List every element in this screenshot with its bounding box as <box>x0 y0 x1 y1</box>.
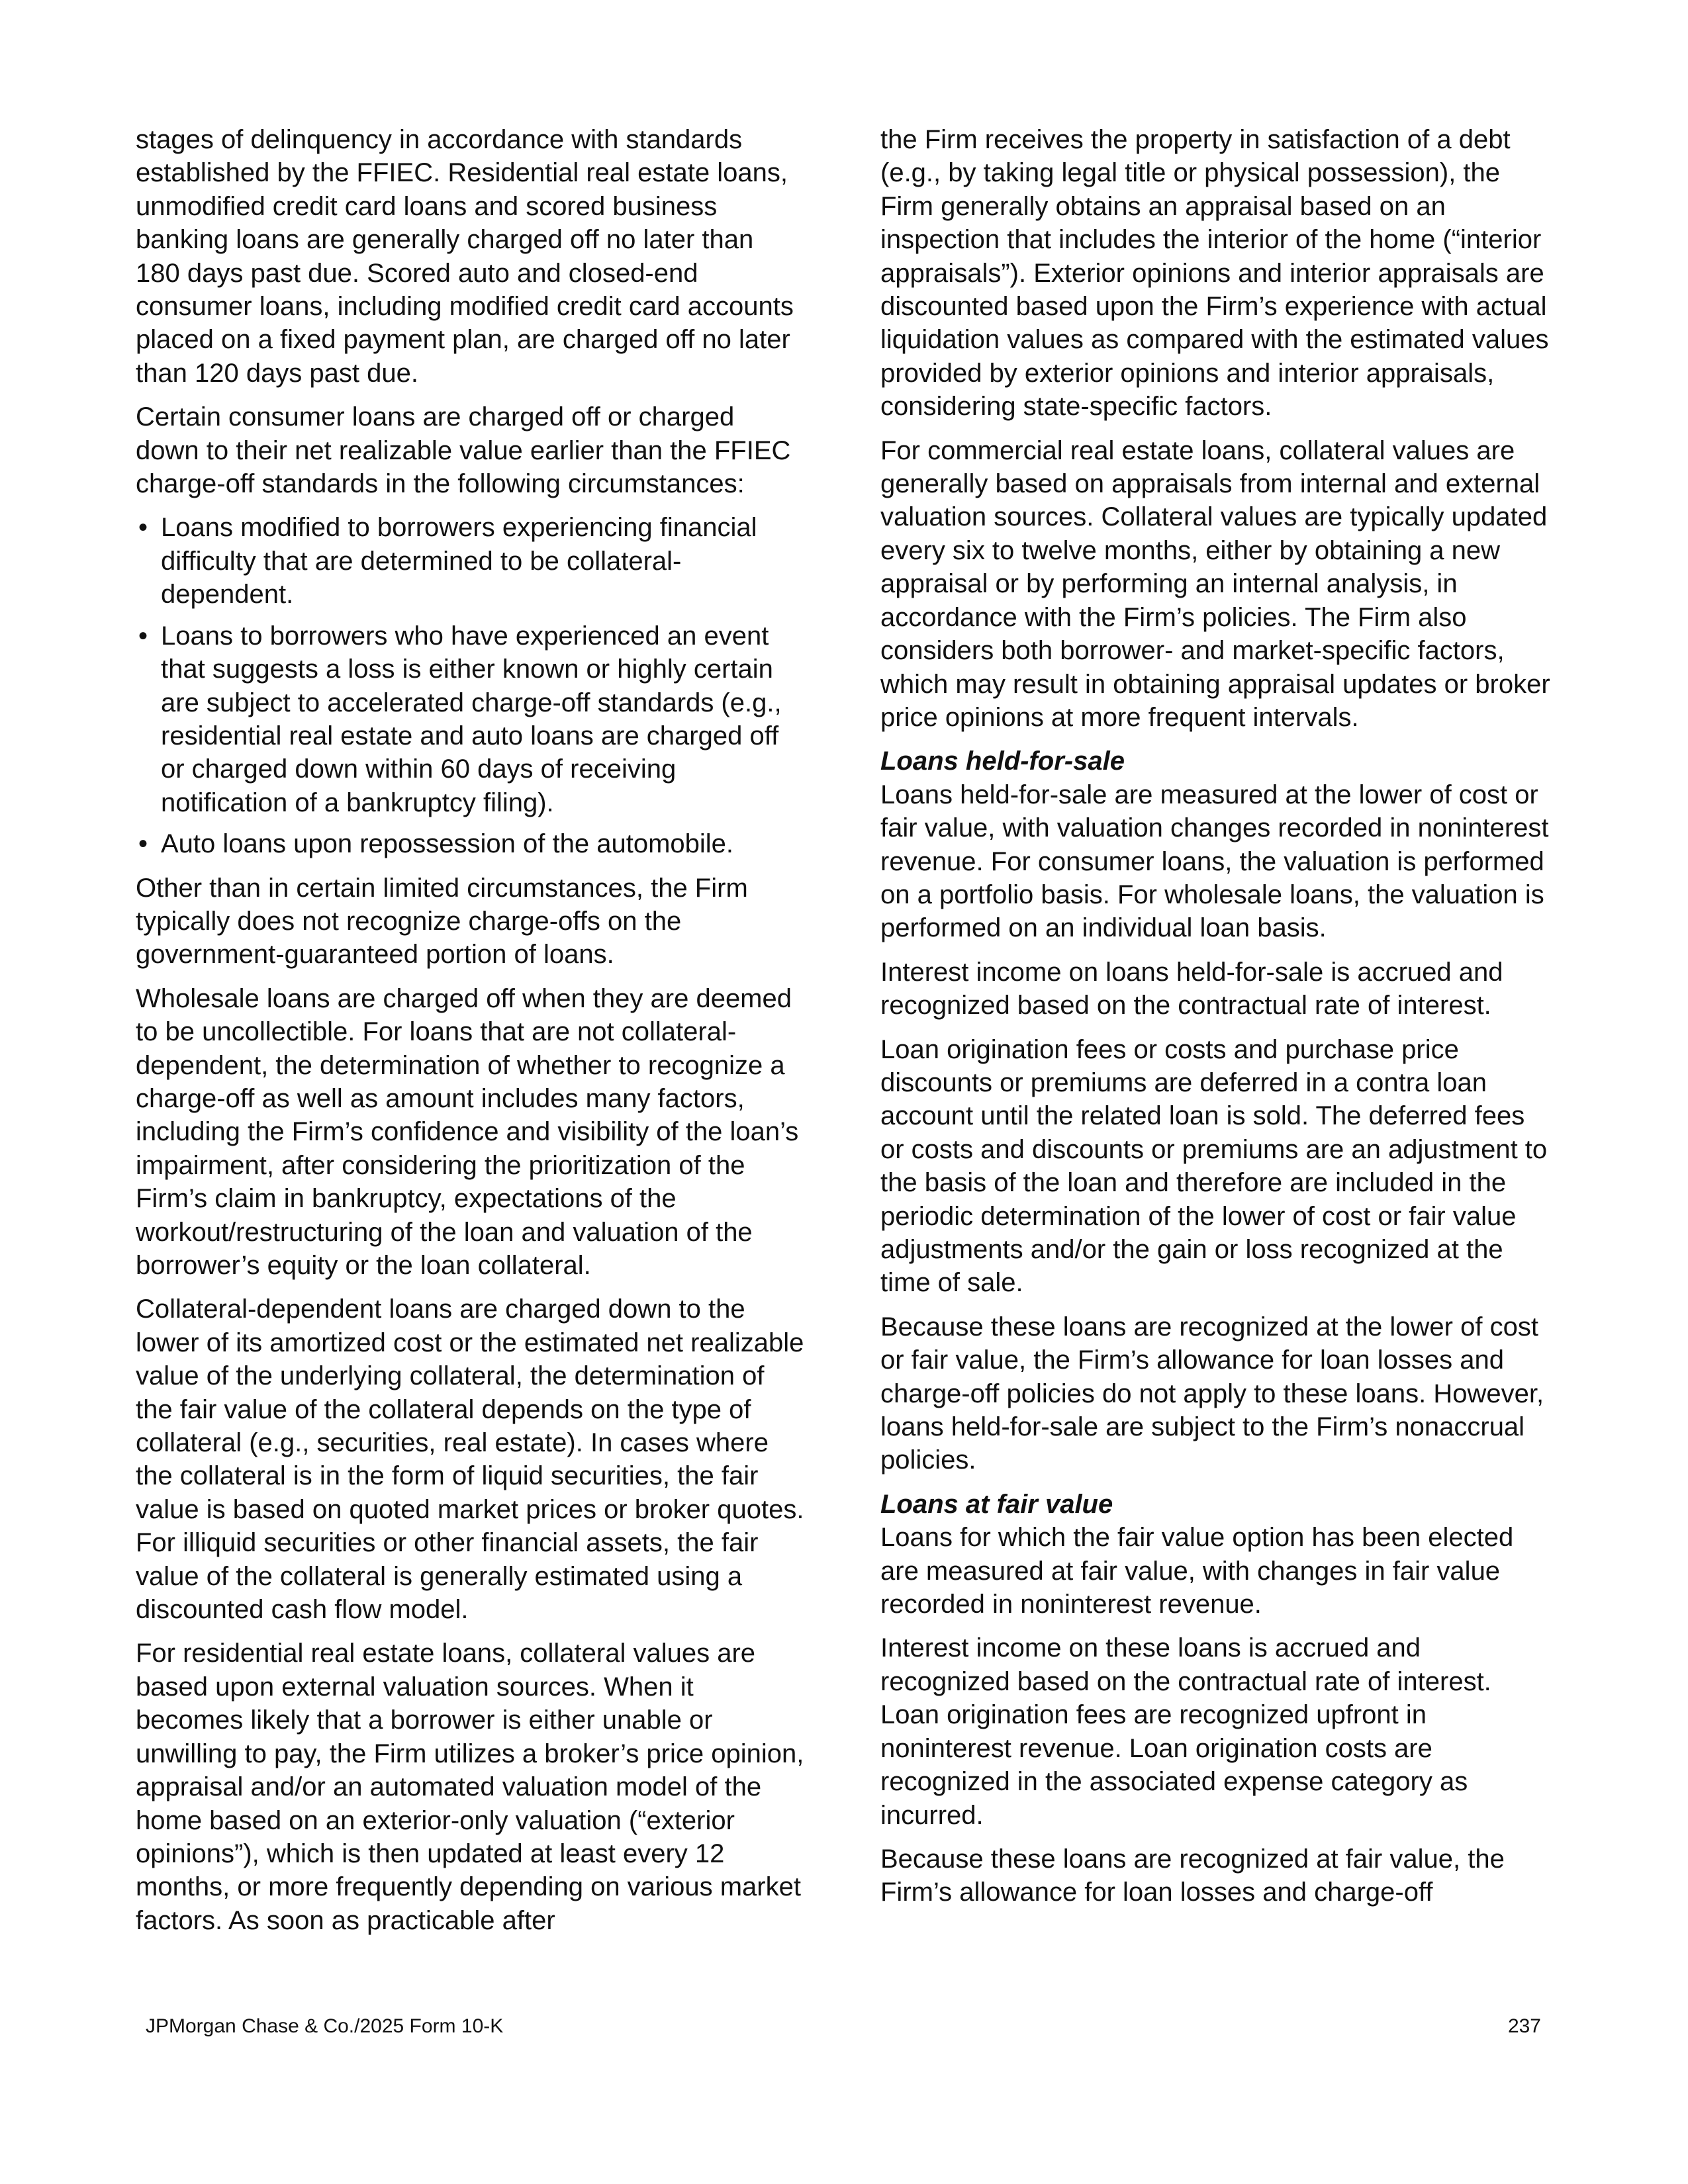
paragraph: stages of delinquency in accordance with standards established by the FFIEC. Residential real estate loans, unmodified credit card loans and scored business banking loans are generally charged off no later than 180 days past due. Scored auto and closed-end consumer loans, including modified credit card accounts placed on a fixed payment plan, are charged off no later than 120 days past due. <box>136 125 794 388</box>
list-item <box>136 827 804 860</box>
footer-source: JPMorgan Chase & Co./2025 Form 10-K <box>146 2015 504 2037</box>
bullet-list <box>136 511 804 860</box>
paragraph: Other than in certain limited circumstances, the Firm typically does not recognize charge-offs on the government-guaranteed portion of loans. <box>136 873 748 970</box>
list-item-text: Loans modified to borrowers experiencing financial difficulty that are determined to be collateral-dependent. <box>161 513 757 610</box>
paragraph: Collateral-dependent loans are charged down to the lower of its amortized cost or the estimated net realizable value of the underlying collateral, the determination of the fair value of the collateral depends on the type of collateral (e.g., securities, real estate). In cases where the collateral is in the form of liquid securities, the fair value is based on quoted market prices or broker quotes. For illiquid securities or other financial assets, the fair value of the collateral is generally estimated using a discounted cash flow model. <box>136 1295 804 1625</box>
paragraph: Certain consumer loans are charged off or charged down to their net realizable value earlier than the FFIEC charge-off standards in the following circumstances: <box>136 402 791 499</box>
paragraph: For commercial real estate loans, collateral values are generally based on appraisals from internal and external valuation sources. Collateral values are typically updated every six to twelve months, either by obtaining a new appraisal or by performing an internal analysis, in accordance with the Firm’s policies. The Firm also considers both borrower- and market-specific factors, which may result in obtaining appraisal updates or broker price opinions at more frequent intervals. <box>880 435 1550 732</box>
list-item <box>136 511 804 611</box>
right-column <box>880 123 1552 1920</box>
bullet-icon: • <box>138 829 148 859</box>
paragraph: For residential real estate loans, collateral values are based upon external valuation sources. When it becomes likely that a borrower is either unable or unwilling to pay, the Firm utilizes a broker’s price opinion, appraisal and/or an automated valuation model of the home based on an exterior-only valuation (“exterior opinions”), which is then updated at least every 12 months, or more frequently depending on various market factors. As soon as practicable after <box>136 1639 804 1935</box>
paragraph: Loan origination fees or costs and purchase price discounts or premiums are deferred in a contra loan account until the related loan is sold. The deferred fees or costs and discounts or premiums are an adjustment to the basis of the loan and therefore are included in the periodic determination of the lower of cost or fair value adjustments and/or the gain or loss recognized at the time of sale. <box>880 1034 1548 1298</box>
left-column <box>136 123 804 1948</box>
paragraph: Loans for which the fair value option has been elected are measured at fair value, with changes in fair value recorded in noninterest revenue. <box>880 1523 1514 1619</box>
paragraph: Because these loans are recognized at fair value, the Firm’s allowance for loan losses and charge-off <box>880 1844 1505 1907</box>
paragraph: Wholesale loans are charged off when they are deemed to be uncollectible. For loans that are not collateral-dependent, the determination of whether to recognize a charge-off as well as amount includes many factors, including the Firm’s confidence and visibility of the loan’s impairment, after considering the prioritization of the Firm’s claim in bankruptcy, expectations of the workout/restructuring of the loan and valuation of the borrower’s equity or the loan collateral. <box>136 983 799 1280</box>
paragraph: Loans held-for-sale are measured at the lower of cost or fair value, with valuation changes recorded in noninterest revenue. For consumer loans, the valuation is performed on a portfolio basis. For wholesale loans, the valuation is performed on an individual loan basis. <box>880 780 1549 943</box>
paragraph: the Firm receives the property in satisfaction of a debt (e.g., by taking legal title or physical possession), the Firm generally obtains an appraisal based on an inspection that includes the interior of the home (“interior appraisals”). Exterior opinions and interior appraisals are discounted based upon the Firm’s experience with actual liquidation values as compared with the estimated values provided by exterior opinions and interior appraisals, considering state-specific factors. <box>880 125 1549 422</box>
bullet-icon: • <box>138 513 148 543</box>
list-item-text: Auto loans upon repossession of the automobile. <box>161 829 734 859</box>
bullet-icon: • <box>138 621 148 651</box>
section-heading-loans-at-fair-value: Loans at fair value <box>880 1489 1113 1519</box>
paragraph: Interest income on these loans is accrued and recognized based on the contractual rate of interest. Loan origination fees are recognized upfront in noninterest revenue. Loan origination costs are recognized in the associated expense category as incurred. <box>880 1633 1491 1830</box>
paragraph: Interest income on loans held-for-sale is accrued and recognized based on the contractual rate of interest. <box>880 957 1503 1021</box>
paragraph: Because these loans are recognized at the lower of cost or fair value, the Firm’s allowance for loan losses and charge-off policies do not apply to these loans. However, loans held-for-sale are subject to the Firm’s nonaccrual policies. <box>880 1312 1544 1475</box>
list-item <box>136 619 804 819</box>
section-heading-loans-held-for-sale: Loans held-for-sale <box>880 747 1125 776</box>
list-item-text: Loans to borrowers who have experienced an event that suggests a loss is either known or highly certain are subject to accelerated charge-off standards (e.g., residential real estate and auto loans are charged off or charged down within 60 days of receiving notification of a bankruptcy filing). <box>161 621 782 817</box>
page-number: 237 <box>1507 2015 1541 2037</box>
